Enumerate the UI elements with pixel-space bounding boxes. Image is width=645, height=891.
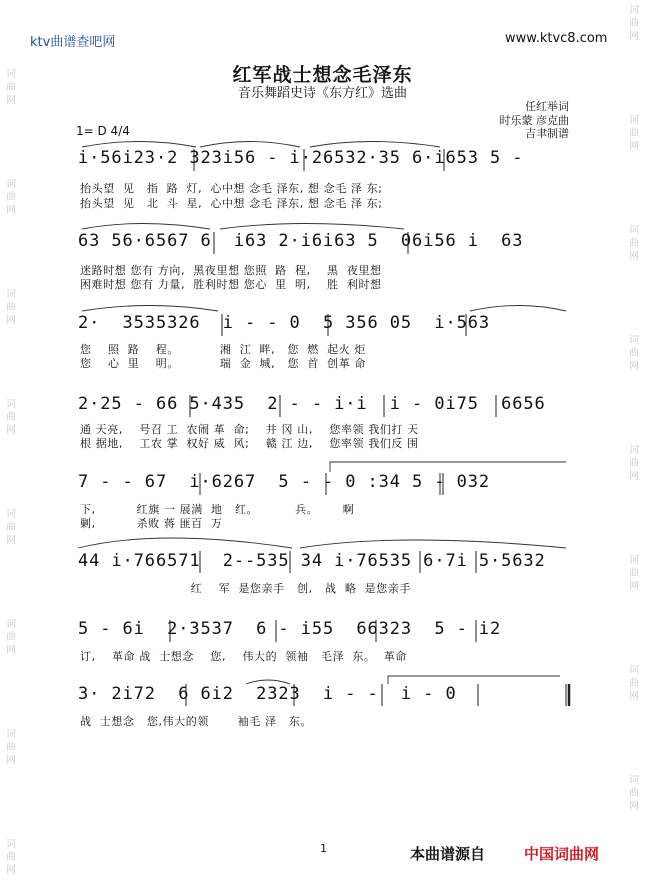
watermark-stamp: 词 曲 网	[629, 555, 639, 592]
watermark-stamp: 词 曲 网	[629, 775, 639, 812]
watermark-stamp: 词 曲 网	[6, 619, 16, 656]
notation-line-7: 5 - 6i 2·3537 6 - i55 66323 5 - i2	[78, 619, 502, 639]
site-logo-left: ktv曲谱查吧网	[30, 35, 116, 50]
watermark-stamp: 词 曲 网	[629, 665, 639, 702]
site-url-right: www.ktvc8.com	[505, 31, 608, 46]
lyric-line-1a: 抬头望 见 指 路 灯, 心中想 念毛 泽东, 想 念毛 泽 东;	[80, 182, 383, 195]
lyric-line-3a: 您 照 路 程。 湘 江 畔, 您 燃 起火 炬	[80, 343, 366, 356]
lyric-line-2b: 困难时想 您有 力量, 胜利时想 您心 里 明, 胜 利时想	[80, 278, 382, 291]
song-subtitle: 音乐舞蹈史诗《东方红》选曲	[237, 86, 407, 101]
watermark-stamp: 词 曲 网	[6, 729, 16, 766]
lyric-line-7: 订, 革命 战 士想念 您, 伟大的 领袖 毛泽 东。 革命	[80, 650, 407, 663]
watermark-stamp: 词 曲 网	[6, 399, 16, 436]
lyric-line-1b: 抬头望 见 北 斗 星, 心中想 念毛 泽东, 想 念毛 泽 东;	[80, 197, 383, 210]
notation-line-5: 7 - - 67 i·6267 5 - - 0 :34 5 - 032	[78, 472, 490, 492]
watermark-stamp: 词 曲 网	[629, 225, 639, 262]
watermark-stamp: 词 曲 网	[6, 839, 16, 876]
watermark-stamp: 词 曲 网	[6, 289, 16, 326]
composer-credit: 时乐蒙 彦克曲	[499, 113, 569, 127]
watermark-stamp: 词 曲 网	[6, 509, 16, 546]
lyric-line-2a: 迷路时想 您有 方向, 黑夜里想 您照 路 程, 黑 夜里想	[80, 264, 382, 277]
lyric-line-3b: 您 心 里 明。 瑞 金 城, 您 首 创革 命	[80, 357, 366, 370]
lyric-line-4b: 根 据地, 工农 掌 权好 威 风; 赣 江 边, 您率领 我们反 围	[80, 437, 419, 450]
lyric-line-5b: 剿, 杀败 蒋 匪百 万	[80, 517, 223, 530]
arranger-credit: 吉聿制谱	[525, 127, 569, 140]
lyric-line-6: 红 军 是您亲手 创, 战 略 是您亲手	[80, 582, 412, 595]
watermark-stamp: 词 曲 网	[629, 445, 639, 482]
watermark-stamp: 词 曲 网	[6, 69, 16, 106]
source-site-link[interactable]: 中国词曲网	[524, 845, 600, 863]
lyric-line-8: 战 士想念 您,伟大的领 袖毛 泽 东。	[80, 715, 313, 728]
watermark-stamp: 词 曲 网	[629, 115, 639, 152]
lyric-line-5a: 下, 红旗 一 展满 地 红。 兵。 啊	[80, 503, 355, 516]
lyric-line-4a: 通 天亮, 号召 工 农闹 革 命; 井 冈 山, 您率领 我们打 天	[80, 423, 419, 436]
watermark-stamp: 词 曲 网	[629, 5, 639, 42]
notation-line-6: 44 i·766571 2--535 34 i·76535 6·7i 5·5632	[78, 551, 546, 571]
notation-line-3: 2· 3535326 i - - 0 5 356 05 i·563	[78, 313, 490, 333]
key-signature: 1= D 4/4	[76, 124, 130, 138]
lyricist-credit: 任红举词	[525, 100, 569, 113]
notation-line-1: i·56i23·2 323i56 - i·26532·35 6·i653 5 -	[78, 148, 524, 168]
song-title: 红军战士想念毛泽东	[232, 64, 413, 86]
notation-line-8: 3· 2i72 6 6i2 2323 i - - i - 0	[78, 684, 457, 704]
watermark-stamp: 词 曲 网	[6, 179, 16, 216]
notation-line-4: 2·25 - 66 5·435 2 - - i·i i - 0i75 6656	[78, 394, 546, 414]
source-label: 本曲谱源自	[410, 845, 486, 863]
notation-line-2: 63 56·6567 6 i63 2·i6i63 5 06i56 i 63	[78, 231, 524, 251]
watermark-stamp: 词 曲 网	[629, 335, 639, 372]
page-number: 1	[320, 842, 327, 855]
